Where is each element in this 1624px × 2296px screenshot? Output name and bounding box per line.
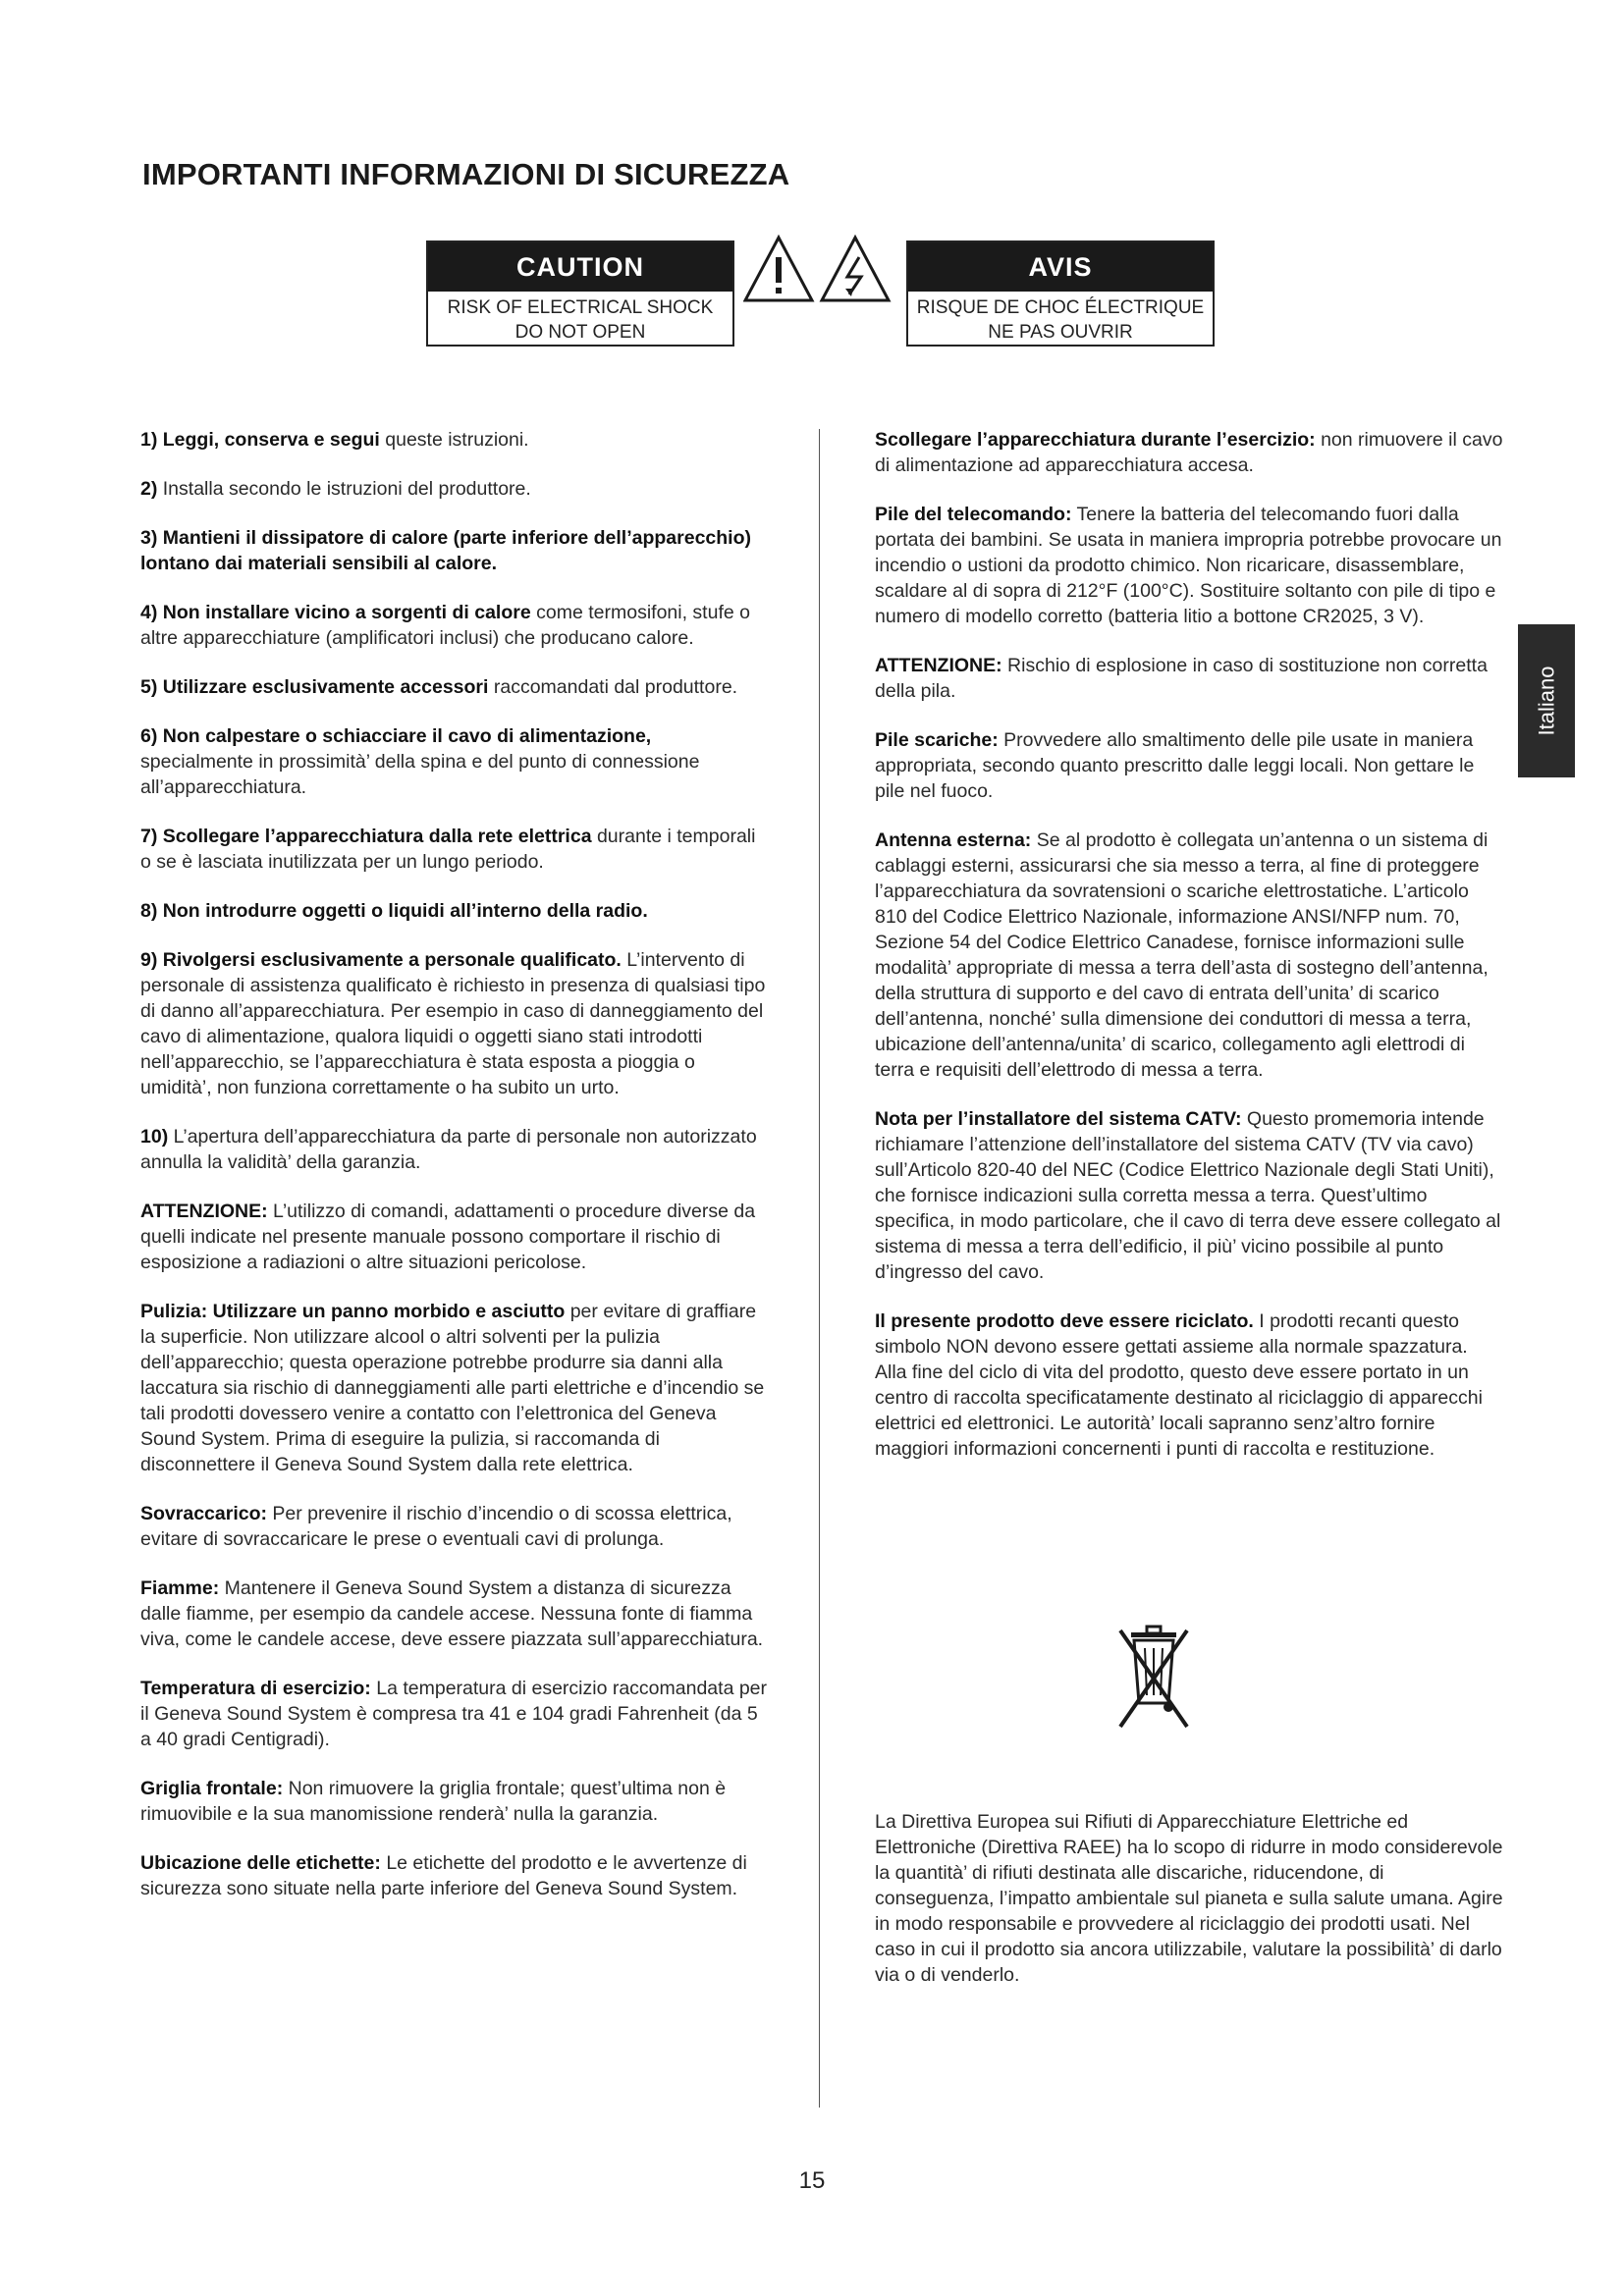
- paragraph-text: I prodotti recanti questo simbolo NON devono essere gettati assieme alla normale spazzatura. Alla fine del ciclo di vita del prodotto, questo deve essere portato in un centro di raccolta specificatamente destinato al riciclaggio di apparecchi elettrici ed elettronici. Le autorità’ locali sapranno senz’altro fornire maggiori informazioni concernenti i punti di raccolta e restituzione.: [875, 1310, 1483, 1460]
- safety-paragraph: [140, 1501, 769, 1552]
- paragraph-text: L’apertura dell’apparecchiatura da parte di personale non autorizzato annulla la validità’ della garanzia.: [140, 1126, 757, 1173]
- paragraph-text: Se al prodotto è collegata un’antenna o un sistema di cablaggi esterni, assicurarsi che sia messo a terra, al fine di proteggere l’apparecchiatura da sovratensioni o scariche elettrostatiche. L’articolo 810 del Codice Elettrico Nazionale, informazione ANSI/NFP num. 70, Sezione 54 del Codice Elettrico Canadese, fornisce informazioni sulle modalità’ appropriate di messa a terra dell’asta di sostegno dell’antenna, della struttura di supporto e del cavo di entrata dell’unita’ di scarico dell’antenna, nonché’ sulla dimensione dei conduttori di messa a terra, ubicazione dell’antenna/unita’ di scarico, collegamento agli elettrodi di terra e requisiti dell’elettrodo di messa a terra.: [875, 829, 1489, 1081]
- safety-paragraph: [140, 898, 769, 924]
- paragraph-heading: 8) Non introdurre oggetti o liquidi all’interno della radio.: [140, 900, 648, 922]
- paragraph-heading: Sovraccarico:: [140, 1503, 267, 1524]
- left-column: [140, 427, 769, 1925]
- right-column: [875, 427, 1503, 1485]
- safety-paragraph: [140, 476, 769, 502]
- paragraph-heading: Griglia frontale:: [140, 1778, 284, 1799]
- safety-paragraph: [140, 1776, 769, 1827]
- paragraph-text: queste istruzioni.: [379, 429, 529, 451]
- safety-paragraph: [140, 824, 769, 875]
- paragraph-heading: Scollegare l’apparecchiatura durante l’esercizio:: [875, 429, 1316, 451]
- paragraph-text: Installa secondo le istruzioni del produttore.: [157, 478, 531, 500]
- paragraph-heading: ATTENZIONE:: [140, 1201, 268, 1222]
- lightning-warning-icon: [822, 238, 889, 300]
- paragraph-text: Questo promemoria intende richiamare l’attenzione dell’installatore del sistema CATV (TV via cavo) sull’Articolo 820-40 del NEC (Codice Elettrico Nazionale degli Stati Uniti), che fornisce indicazioni sulla corretta messa a terra. Quest’ultimo specifica, in modo particolare, che il cavo di terra deve essere collegato al sistema di messa a terra dell’edificio, il più’ vicino possibile al punto d’ingresso del cavo.: [875, 1108, 1501, 1283]
- avis-line-2: NE PAS OUVRIR: [988, 322, 1133, 343]
- avis-heading: AVIS: [908, 242, 1213, 292]
- paragraph-heading: ATTENZIONE:: [875, 655, 1002, 676]
- avis-label: [906, 240, 1215, 347]
- exclamation-warning-icon: [745, 238, 812, 300]
- safety-paragraph: [140, 1199, 769, 1275]
- paragraph-heading: 10): [140, 1126, 169, 1148]
- paragraph-text: durante i temporali o se è lasciata inutilizzata per un lungo periodo.: [140, 826, 756, 873]
- paragraph-heading: Nota per l’installatore del sistema CATV:: [875, 1108, 1242, 1130]
- column-divider: [819, 429, 820, 2108]
- paragraph-text: come termosifoni, stufe o altre apparecchiature (amplificatori inclusi) che producano calore.: [140, 602, 750, 649]
- language-side-tab: [1518, 624, 1575, 777]
- paragraph-text: Non rimuovere la griglia frontale; quest’ultima non è rimuovibile e la sua manomissione renderà’ nulla la garanzia.: [140, 1778, 727, 1825]
- paragraph-heading: 9) Rivolgersi esclusivamente a personale qualificato.: [140, 949, 622, 971]
- paragraph-text: Per prevenire il rischio d’incendio o di scossa elettrica, evitare di sovraccaricare le prese o eventuali cavi di prolunga.: [140, 1503, 732, 1550]
- safety-paragraph: [875, 502, 1503, 629]
- paragraph-heading: 5) Utilizzare esclusivamente accessori: [140, 676, 489, 698]
- paragraph-heading: Fiamme:: [140, 1577, 220, 1599]
- paragraph-heading: Antenna esterna:: [875, 829, 1032, 851]
- safety-paragraph: [140, 427, 769, 453]
- safety-paragraph: [140, 1124, 769, 1175]
- paragraph-text: L’utilizzo di comandi, adattamenti o procedure diverse da quelli indicate nel presente manuale possono comportare il rischio di esposizione a radiazioni o altre situazioni pericolose.: [140, 1201, 756, 1273]
- safety-paragraph: [875, 1308, 1503, 1462]
- safety-paragraph: [140, 723, 769, 800]
- paragraph-heading: 7) Scollegare l’apparecchiatura dalla rete elettrica: [140, 826, 592, 847]
- paragraph-heading: Ubicazione delle etichette:: [140, 1852, 381, 1874]
- caution-line-2: DO NOT OPEN: [514, 322, 646, 343]
- paragraph-text: Le etichette del prodotto e le avvertenze di sicurezza sono situate nella parte inferiore del Geneva Sound System.: [140, 1852, 747, 1899]
- page-number: 15: [798, 2167, 826, 2194]
- paragraph-heading: Pulizia: Utilizzare un panno morbido e asciutto: [140, 1301, 566, 1322]
- paragraph-heading: 1) Leggi, conserva e segui: [140, 429, 380, 451]
- safety-paragraph: [140, 1575, 769, 1652]
- safety-paragraph: [140, 674, 769, 700]
- safety-paragraph: [875, 727, 1503, 804]
- safety-paragraph: [140, 525, 769, 576]
- safety-paragraph: [140, 1850, 769, 1901]
- page-title: IMPORTANTI INFORMAZIONI DI SICUREZZA: [142, 157, 790, 191]
- warning-symbols: [743, 234, 893, 304]
- paragraph-text: non rimuovere il cavo di alimentazione ad apparecchiatura accesa.: [875, 429, 1503, 476]
- paragraph-text: Provvedere allo smaltimento delle pile usate in maniera appropriata, secondo quanto prescritto dalle leggi locali. Non gettare le pile nel fuoco.: [875, 729, 1475, 802]
- paragraph-heading: Pile scariche:: [875, 729, 999, 751]
- paragraph-heading: 4) Non installare vicino a sorgenti di calore: [140, 602, 531, 623]
- paragraph-heading: Pile del telecomando:: [875, 504, 1072, 525]
- paragraph-text: La temperatura di esercizio raccomandata per il Geneva Sound System è compresa tra 41 e 104 gradi Fahrenheit (da 5 a 40 gradi Centigradi).: [140, 1678, 768, 1750]
- paragraph-text: raccomandati dal produttore.: [488, 676, 738, 698]
- safety-paragraph: [140, 1676, 769, 1752]
- paragraph-heading: 2): [140, 478, 158, 500]
- safety-paragraph: [140, 1299, 769, 1477]
- caution-heading: CAUTION: [428, 242, 732, 292]
- paragraph-text: per evitare di graffiare la superficie. Non utilizzare alcool o altri solventi per la pulizia dell’apparecchio; questa operazione potrebbe produrre sia danni alla laccatura sia rischio di danneggiamenti alle parti elettriche e d’incendio se tali prodotti dovessero venire a contatto con l’elettronica del Geneva Sound System. Prima di eseguire la pulizia, si raccomanda di disconnettere il Geneva Sound System dalla rete elettrica.: [140, 1301, 765, 1475]
- paragraph-text: Tenere la batteria del telecomando fuori dalla portata dei bambini. Se usata in maniera impropria potrebbe provocare un incendio o ustioni da prodotto chimico. Non ricaricare, disassemblare, scaldare al di sopra di 212°F (100°C). Sostituire soltanto con pile di tipo e numero di modello corretto (batteria litio a bottone CR2025, 3 V).: [875, 504, 1502, 627]
- safety-paragraph: [875, 1106, 1503, 1285]
- paragraph-heading: Temperatura di esercizio:: [140, 1678, 371, 1699]
- safety-paragraph: [140, 600, 769, 651]
- crossed-out-bin-icon: [1117, 1625, 1190, 1735]
- paragraph-text: L’intervento di personale di assistenza qualificato è richiesto in presenza di qualsiasi tipo di danno all’apparecchiatura. Per esempio in caso di danneggiamento del cavo di alimentazione, qualora liquidi o oggetti siano stati introdotti nell’apparecchio, se l’apparecchiatura è stata esposta a pioggia o umidità’, non funziona correttamente o ha subito un urto.: [140, 949, 766, 1098]
- caution-line-1: RISK OF ELECTRICAL SHOCK: [447, 297, 714, 318]
- safety-paragraph: [875, 828, 1503, 1083]
- safety-paragraph: [140, 947, 769, 1100]
- language-tab-label: Italiano: [1534, 666, 1559, 736]
- safety-paragraph: [875, 653, 1503, 704]
- paragraph-heading: 6) Non calpestare o schiacciare il cavo di alimentazione,: [140, 725, 652, 747]
- weee-directive-paragraph: La Direttiva Europea sui Rifiuti di Apparecchiature Elettriche ed Elettroniche (Direttiva RAEE) ha lo scopo di ridurre in modo considerevole la quantità’ di rifiuti destinata alle discariche, riducendone, di conseguenza, l’impatto ambientale sul pianeta e sulla salute umana. Agire in modo responsabile e provvedere al riciclaggio dei prodotti usati. Nel caso in cui il prodotto sia ancora utilizzabile, valutare la possibilità’ di darlo via o di venderlo.: [875, 1811, 1503, 1986]
- paragraph-text: Mantenere il Geneva Sound System a distanza di sicurezza dalle fiamme, per esempio da candele accese. Nessuna fonte di fiamma viva, come le candele accese, deve essere piazzata sull’apparecchiatura.: [140, 1577, 764, 1650]
- paragraph-heading: Il presente prodotto deve essere riciclato.: [875, 1310, 1254, 1332]
- paragraph-heading: 3) Mantieni il dissipatore di calore (parte inferiore dell’apparecchio) lontano dai materiali sensibili al calore.: [140, 527, 751, 574]
- caution-label: [426, 240, 734, 347]
- avis-line-1: RISQUE DE CHOC ÉLECTRIQUE: [916, 297, 1205, 318]
- paragraph-text: Rischio di esplosione in caso di sostituzione non corretta della pila.: [875, 655, 1488, 702]
- paragraph-text: specialmente in prossimità’ della spina e del punto di connessione all’apparecchiatura.: [140, 751, 700, 798]
- safety-paragraph: [875, 427, 1503, 478]
